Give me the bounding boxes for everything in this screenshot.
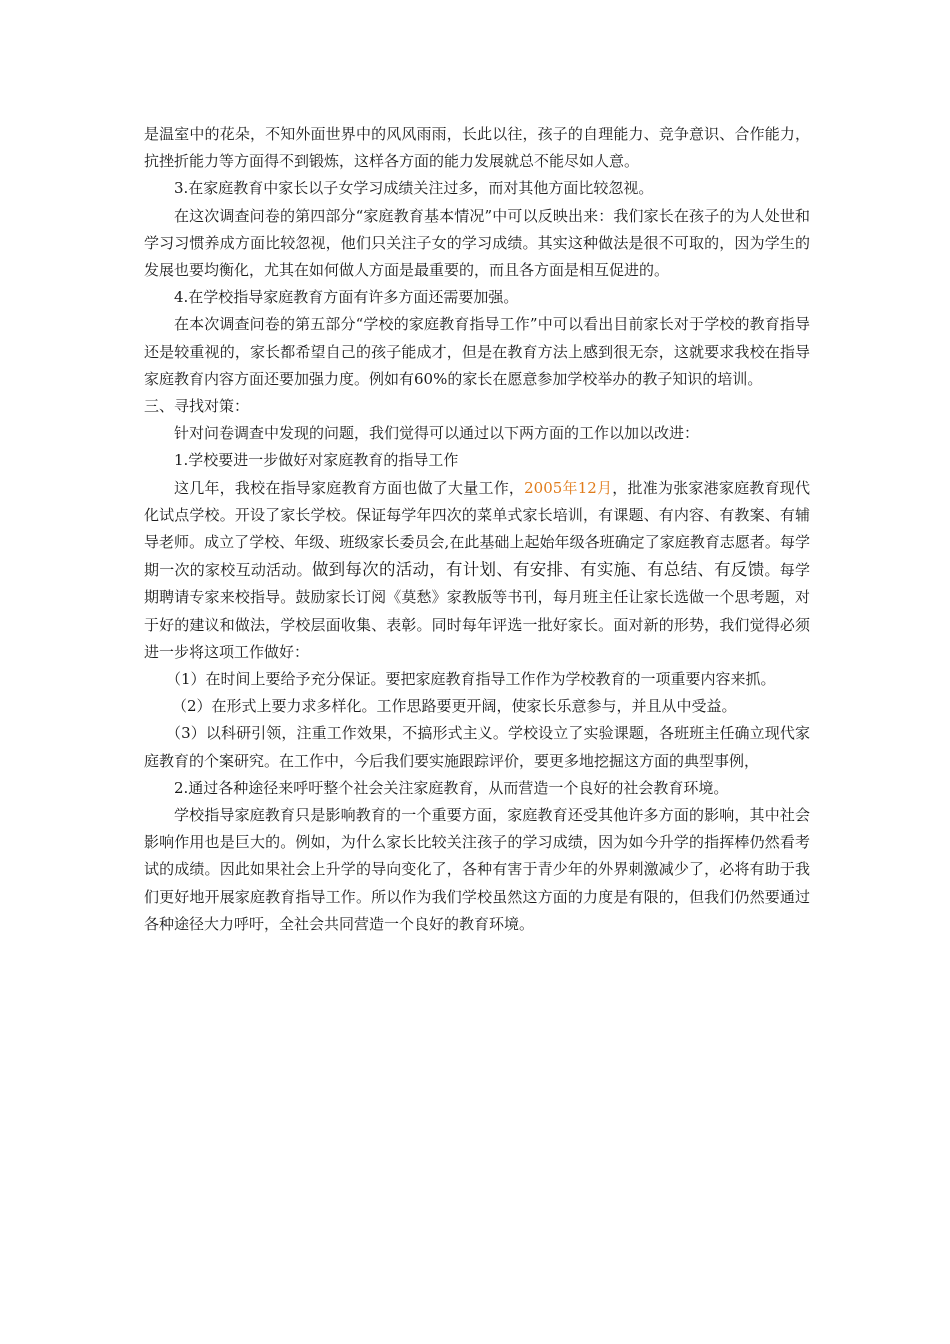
school-work-text-after: ，批准为张家港家庭教育现代化试点学校。开设了家长学校。保证每学年四次的菜单式家长培训，有课题、有内容、有教案、有辅导老师。成立了学校、年级、班级家长委员会,在此基础上起始年级各班确定了家庭教育志愿者。每学期一次的家校互动活动。 — [144, 478, 810, 580]
paragraph-social-environment: 学校指导家庭教育只是影响教育的一个重要方面，家庭教育还受其他许多方面的影响，其中社会影响作用也是巨大的。例如，为什么家长比较关注孩子的学习成绩，因为如今升学的指挥棒仍然看考试的成绩。因此如果社会上升学的导向变化了，各种有害于青少年的外界刺激减少了，必将有助于我们更好地开展家庭教育指导工作。所以作为我们学校虽然这方面的力度是有限的，但我们仍然要通过各种途径大力呼吁，全社会共同营造一个良好的教育环境。 — [144, 806, 810, 933]
measure-2-heading: 2.通过各种途径来呼吁整个社会关注家庭教育，从而营造一个良好的社会教育环境。 — [174, 778, 729, 797]
point-3-heading: 3.在家庭教育中家长以子女学习成绩关注过多，而对其他方面比较忽视。 — [174, 179, 654, 198]
paragraph-intro-measures: 针对问卷调查中发现的问题，我们觉得可以通过以下两方面的工作以加以改进： — [174, 424, 700, 443]
paragraph-school-work — [144, 475, 810, 666]
document-body — [144, 121, 810, 938]
school-work-text-tail: 。每学期聘请专家来校指导。鼓励家长订阅《莫愁》家教版等书刊，每月班主任让家长选做一个思考题，对于好的建议和做法，学校层面收集、表彰。同时每年评选一批好家长。面对新的形势，我们觉得必须进一步将这项工作做好： — [144, 561, 810, 661]
sub-measure-2: （2）在形式上要力求多样化。工作思路要更开阔，使家长乐意参与，并且从中受益。 — [172, 697, 737, 716]
section-3-heading: 三、寻找对策： — [144, 397, 250, 416]
point-4-heading: 4.在学校指导家庭教育方面有许多方面还需要加强。 — [174, 288, 519, 307]
paragraph-survey-part-5: 在本次调查问卷的第五部分“学校的家庭教育指导工作”中可以看出目前家长对于学校的教育指导还是较重视的，家长都希望自己的孩子能成才，但是在教育方法上感到很无奈，这就要求我校在指导家庭教育内容方面还要加强力度。例如有60%的家长在愿意参加学校举办的教子知识的培训。 — [144, 315, 810, 388]
paragraph-survey-part-4: 在这次调查问卷的第四部分“家庭教育基本情况”中可以反映出来：我们家长在孩子的为人处世和学习习惯养成方面比较忽视，他们只关注子女的学习成绩。其实这种做法是很不可取的，因为学生的发展也要均衡化，尤其在如何做人方面是最重要的，而且各方面是相互促进的。 — [144, 206, 810, 280]
date-highlight: 2005年12月 — [524, 478, 613, 497]
measure-1-heading: 1.学校要进一步做好对家庭教育的指导工作 — [174, 451, 459, 470]
sub-measure-3: （3）以科研引领，注重工作效果，不搞形式主义。学校设立了实验课题，各班班主任确立现代家庭教育的个案研究。在工作中，今后我们要实施跟踪评价，要更多地挖掘这方面的典型事例， — [144, 724, 810, 770]
paragraph-continuation: 是温室中的花朵，不知外面世界中的风风雨雨，长此以往，孩子的自理能力、竞争意识、合作能力，抗挫折能力等方面得不到锻炼，这样各方面的能力发展就总不能尽如人意。 — [144, 125, 810, 171]
sub-measure-1: （1）在时间上要给予充分保证。要把家庭教育指导工作作为学校教育的一项重要内容来抓。 — [166, 670, 776, 689]
school-work-emphasis: 做到每次的活动，有计划、有安排、有实施、有总结、有反馈 — [311, 560, 765, 580]
school-work-text-before: 这几年，我校在指导家庭教育方面也做了大量工作， — [174, 478, 525, 497]
